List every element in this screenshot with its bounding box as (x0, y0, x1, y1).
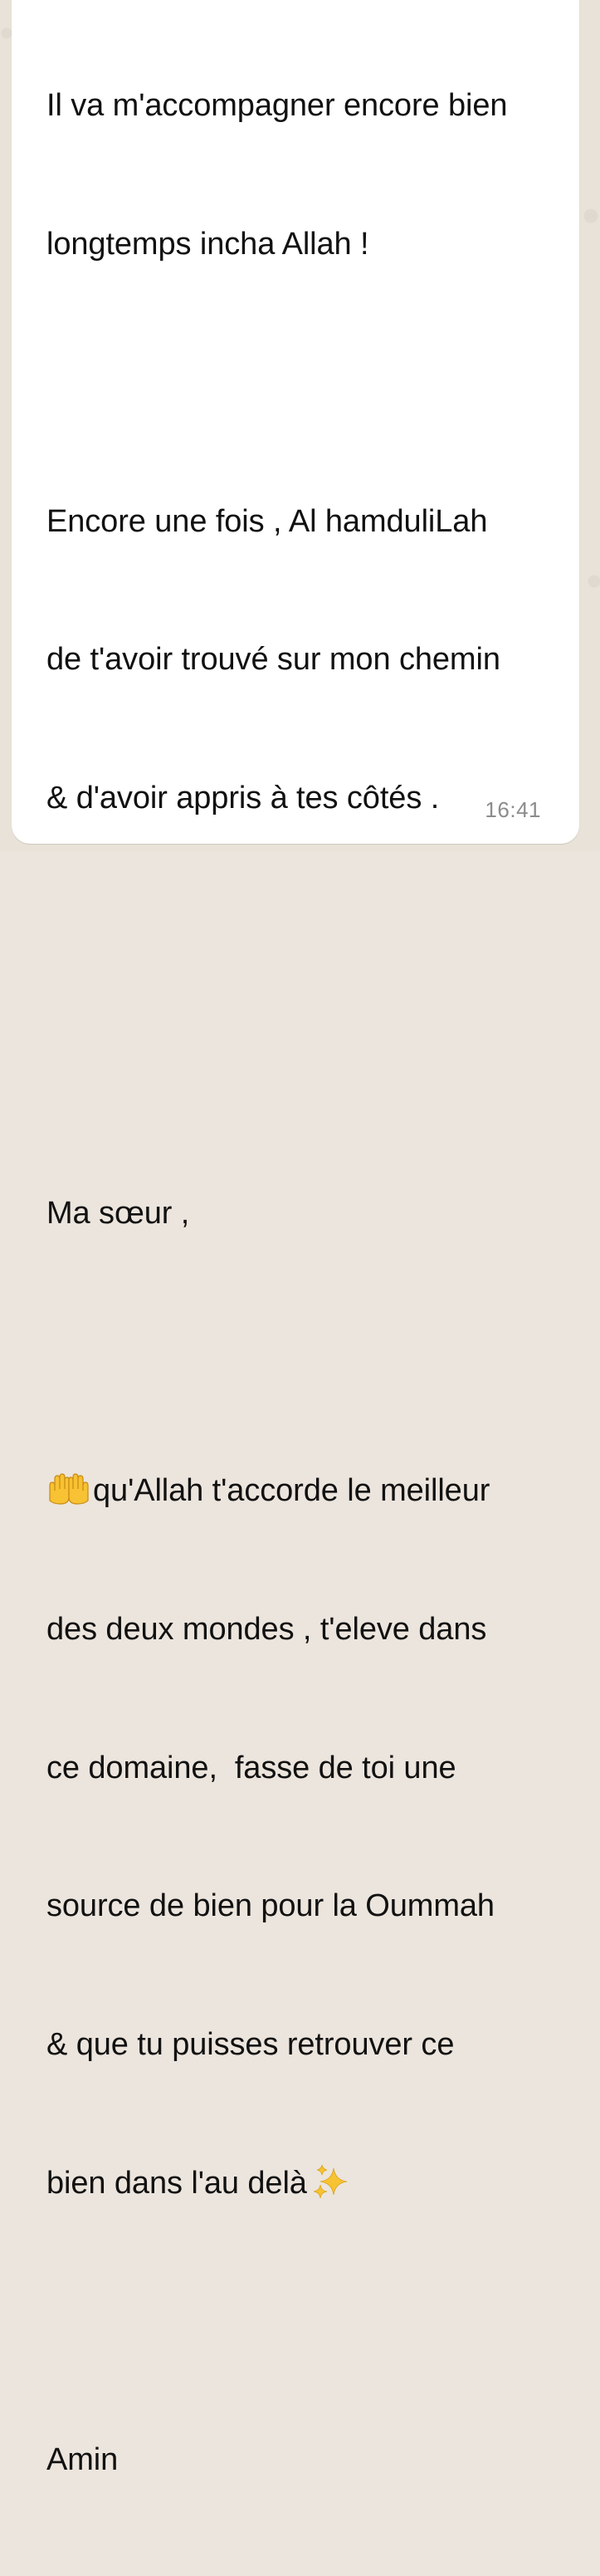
message-line: & d'avoir appris à tes côtés . (46, 781, 440, 816)
message-bubble[interactable] (12, 0, 579, 2478)
message-timestamp: 16:41 (485, 797, 541, 822)
message-line: ce domaine, fasse de toi une (46, 1750, 456, 1785)
message-text (46, 0, 586, 2576)
message-line-text: bien dans l'au delà (46, 2165, 307, 2201)
message-line (46, 914, 586, 961)
message-line (46, 1330, 586, 1376)
message-line: & que tu puisses retrouver ce (46, 2027, 455, 2063)
message-line: Ma sœur , (46, 1196, 190, 1232)
message-line (46, 360, 586, 407)
message-line (46, 2299, 586, 2346)
message-line: des deux mondes , t'eleve dans (46, 1611, 487, 1647)
message-line-with-emoji (46, 2161, 586, 2207)
message-line-with-emoji (46, 1468, 586, 1515)
message-line (46, 1053, 586, 1099)
message-line: source de bien pour la Oummah (46, 1888, 495, 1924)
message-line-text: qu'Allah t'accorde le meilleur (93, 1473, 490, 1508)
message-line: de t'avoir trouvé sur mon chemin (46, 642, 500, 678)
sparkles-icon (310, 2163, 352, 2200)
raised-hands-icon (46, 1472, 91, 1506)
message-line: Il va m'accompagner encore bien (46, 88, 508, 124)
message-line: Amin (46, 2442, 119, 2478)
message-line: longtemps incha Allah ! (46, 226, 369, 262)
message-line: Encore une fois , Al hamduliLah (46, 503, 488, 539)
